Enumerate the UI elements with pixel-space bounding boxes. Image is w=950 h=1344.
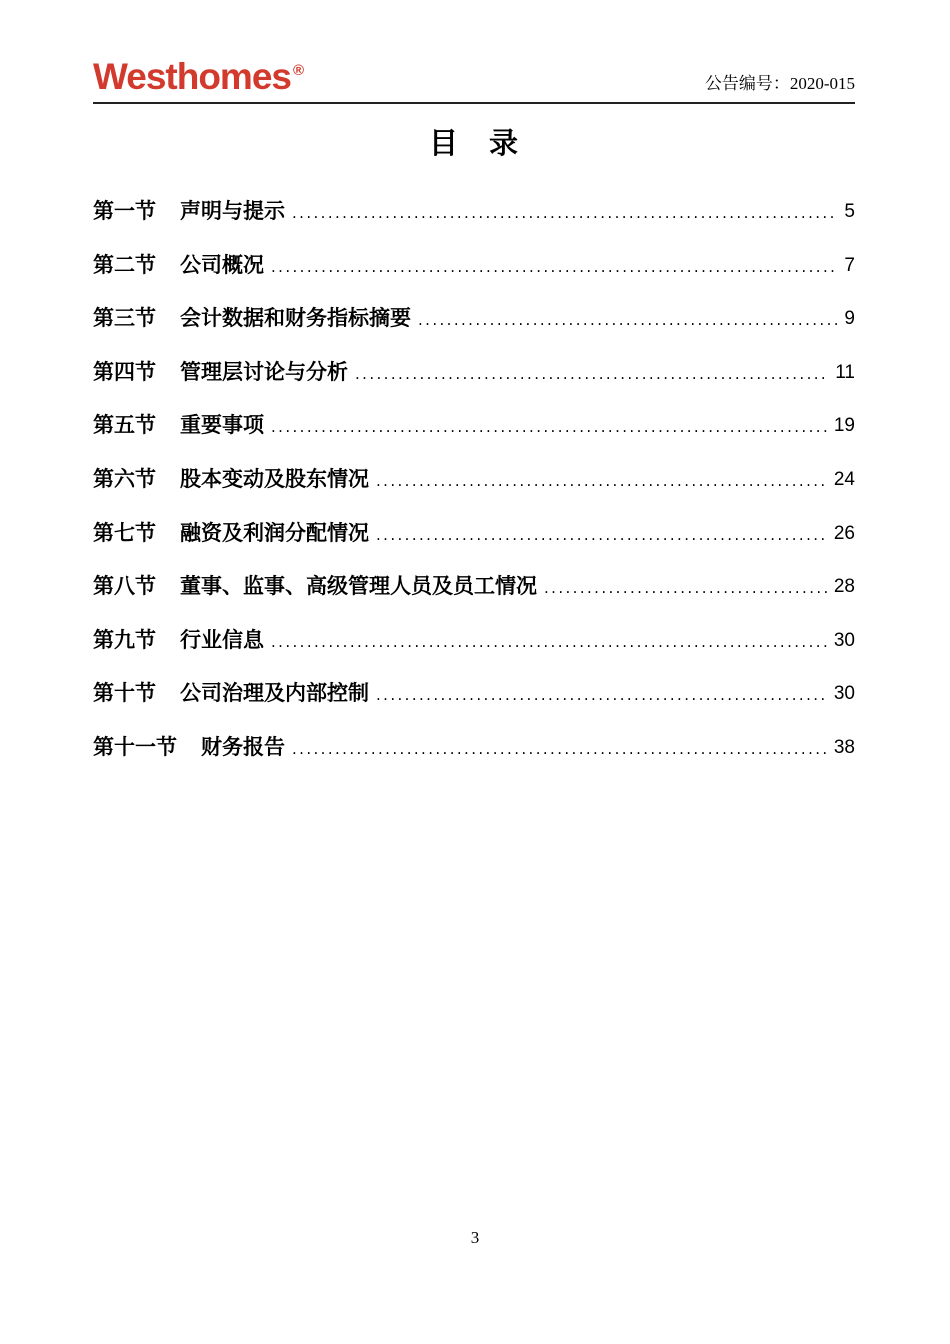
toc-section-label: 第六节 bbox=[93, 466, 156, 491]
toc-page-number: 24 bbox=[827, 453, 855, 507]
toc-dot-leader bbox=[376, 686, 855, 704]
toc-entry-title: 声明与提示 bbox=[180, 199, 285, 223]
toc-page-number: 9 bbox=[837, 292, 855, 346]
toc-entry bbox=[93, 185, 855, 239]
toc-entry bbox=[93, 399, 855, 453]
toc-dot-leader bbox=[355, 365, 855, 383]
toc-section-label: 第九节 bbox=[93, 627, 156, 652]
toc-page-number: 11 bbox=[828, 346, 855, 400]
toc-page-number: 28 bbox=[827, 560, 855, 614]
toc-dot-leader bbox=[271, 633, 855, 651]
toc-entry bbox=[93, 292, 855, 346]
toc-section-label: 第三节 bbox=[93, 306, 156, 331]
toc-entry-title: 管理层讨论与分析 bbox=[180, 359, 348, 384]
toc-entry-title: 融资及利润分配情况 bbox=[180, 520, 369, 545]
toc-section-label: 第十一节 bbox=[93, 734, 177, 759]
company-logo-text: Westhomes bbox=[93, 56, 291, 97]
toc-entry-title: 会计数据和财务指标摘要 bbox=[180, 306, 411, 331]
toc-entry bbox=[93, 614, 855, 668]
toc-page-number: 30 bbox=[827, 667, 855, 721]
toc-section-label: 第八节 bbox=[93, 574, 156, 599]
toc-list bbox=[93, 185, 855, 775]
toc-section-label: 第二节 bbox=[93, 252, 156, 277]
toc-entry-title: 股本变动及股东情况 bbox=[180, 466, 369, 491]
toc-dot-leader bbox=[376, 472, 855, 490]
toc-entry-title: 公司治理及内部控制 bbox=[180, 681, 369, 706]
toc-entry-title: 重要事项 bbox=[180, 413, 264, 438]
page-number: 3 bbox=[470, 1228, 480, 1247]
toc-section-label: 第一节 bbox=[93, 199, 156, 223]
toc-entry bbox=[93, 667, 855, 721]
toc-page-number: 19 bbox=[827, 399, 855, 453]
toc-dot-leader bbox=[544, 579, 855, 597]
toc-entry bbox=[93, 453, 855, 507]
toc-entry-title: 财务报告 bbox=[201, 734, 285, 759]
page-header bbox=[93, 0, 855, 104]
toc-entry-title: 行业信息 bbox=[180, 627, 264, 652]
toc-entry-title: 公司概况 bbox=[180, 252, 264, 277]
toc-heading: 目 录 bbox=[428, 126, 519, 160]
toc-dot-leader bbox=[271, 418, 855, 436]
toc-entry-title: 董事、监事、高级管理人员及员工情况 bbox=[180, 574, 537, 599]
toc-entry bbox=[93, 346, 855, 400]
toc-section-label: 第七节 bbox=[93, 520, 156, 545]
toc-section-label: 第四节 bbox=[93, 359, 156, 384]
toc-dot-leader bbox=[418, 311, 855, 329]
toc-entry bbox=[93, 560, 855, 614]
toc-page-number: 38 bbox=[827, 721, 855, 775]
toc-page-number: 26 bbox=[827, 507, 855, 561]
toc-dot-leader bbox=[271, 258, 855, 276]
company-logo bbox=[93, 58, 304, 95]
toc-entry bbox=[93, 721, 855, 775]
toc-page-number: 5 bbox=[837, 185, 855, 239]
toc-section-label: 第十节 bbox=[93, 681, 156, 706]
toc-entry bbox=[93, 239, 855, 293]
toc-dot-leader bbox=[292, 740, 855, 758]
toc-page-number: 30 bbox=[827, 614, 855, 668]
registered-trademark-icon: ® bbox=[293, 62, 305, 79]
toc-section-label: 第五节 bbox=[93, 413, 156, 438]
announcement-number: 公告编号：2020-015 bbox=[704, 74, 855, 93]
toc-dot-leader bbox=[292, 204, 855, 222]
toc-dot-leader bbox=[376, 526, 855, 544]
toc-entry bbox=[93, 507, 855, 561]
toc-page-number: 7 bbox=[837, 239, 855, 293]
